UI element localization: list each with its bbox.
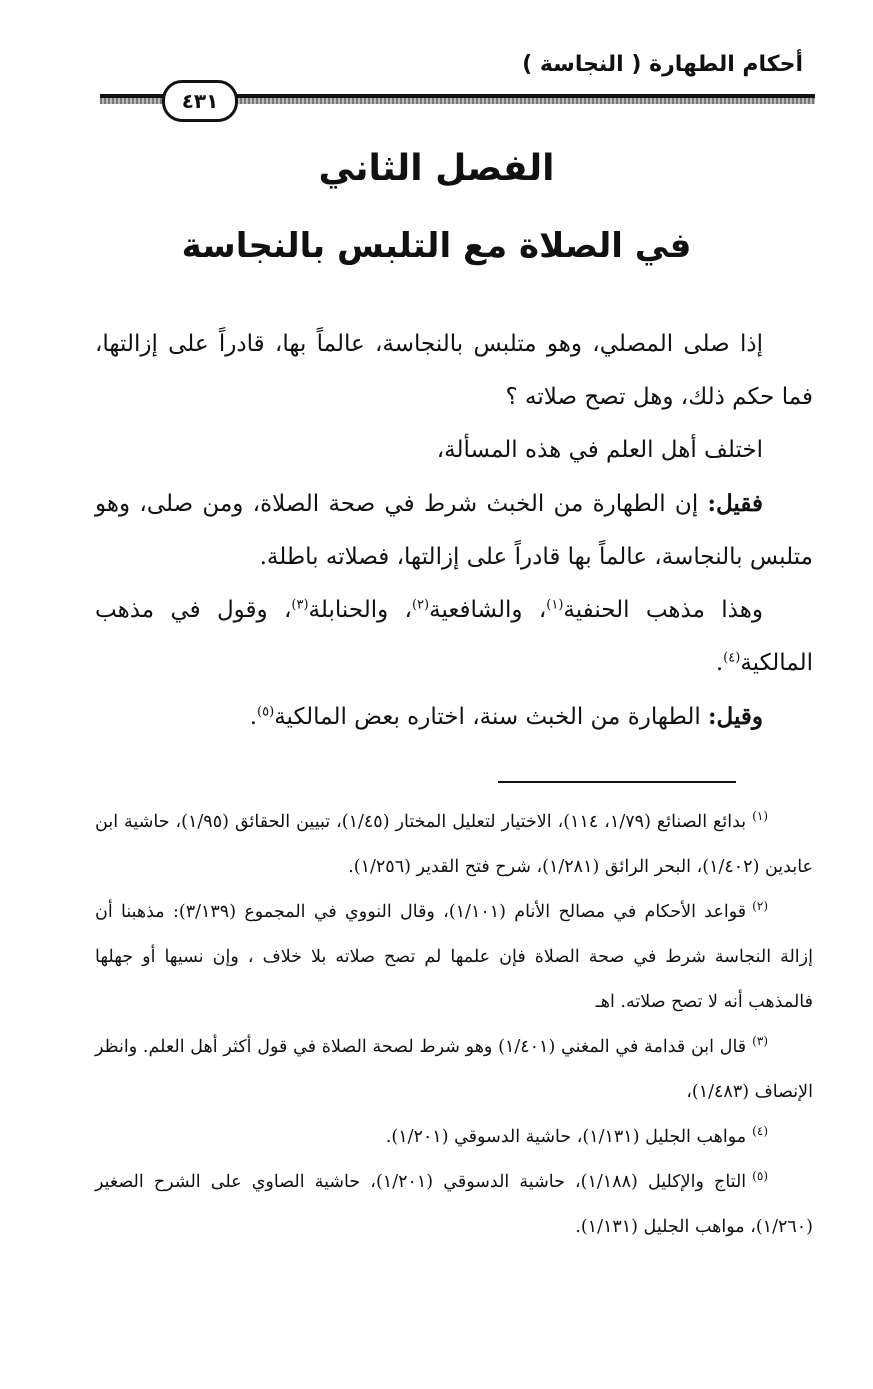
footnote-number: (٣) <box>752 1034 768 1049</box>
footnote-ref-1[interactable]: (١) <box>546 597 564 613</box>
paragraph-first-opinion <box>95 477 813 584</box>
second-opinion-text: الطهارة من الخبث سنة، اختاره بعض المالكية <box>274 704 709 730</box>
footnote-number: (٤) <box>752 1124 768 1139</box>
schools-text-3: ، والحنابلة <box>308 597 412 623</box>
schools-text-2: ، والشافعية <box>429 597 547 623</box>
second-opinion-lead: وقيل: <box>708 703 763 730</box>
footnote <box>95 1115 813 1160</box>
schools-text-1: وهذا مذهب الحنفية <box>563 597 763 623</box>
footnote-separator <box>498 781 736 783</box>
paragraph-question: إذا صلى المصلي، وهو متلبس بالنجاسة، عالماً بها، قادراً على إزالتها، فما حكم ذلك، وهل تصح صلاته ؟ <box>95 331 813 410</box>
footnote <box>95 800 813 890</box>
main-text <box>95 318 813 744</box>
page-number-badge <box>162 80 238 122</box>
first-opinion-text: إن الطهارة من الخبث شرط في صحة الصلاة، ومن صلى، وهو متلبس بالنجاسة، عالماً بها قادراً على إزالتها، فصلاته باطلة. <box>95 491 813 570</box>
footnote-text: قال ابن قدامة في المغني (١/٤٠١) وهو شرط لصحة الصلاة في قول أكثر أهل العلم. وانظر الإنصاف (١/٤٨٣)، <box>95 1037 813 1102</box>
paragraph-second-opinion <box>95 690 813 744</box>
footnote-text: بدائع الصنائع (١/٧٩، ١١٤)، الاختيار لتعليل المختار (١/٤٥)، تبيين الحقائق (١/٩٥)، حاشية ابن عابدين (١/٤٠٢)، البحر الرائق (١/٢٨١)، شرح فتح القدير (١/٢٥٦). <box>95 812 813 877</box>
second-opinion-end: . <box>249 704 258 730</box>
footnote-ref-5[interactable]: (٥) <box>257 704 275 720</box>
footnote <box>95 1160 813 1250</box>
running-header-title: أحكام الطهارة ( النجاسة ) <box>522 52 803 77</box>
section-title: في الصلاة مع التلبس بالنجاسة <box>181 226 692 266</box>
footnote-ref-2[interactable]: (٢) <box>411 597 430 613</box>
paragraph-disagreement: اختلف أهل العلم في هذه المسألة، <box>436 437 763 463</box>
first-opinion-lead: فقيل: <box>707 490 763 517</box>
footnote-number: (١) <box>752 809 768 824</box>
footnote-number: (٥) <box>752 1169 768 1184</box>
schools-text-4: ، وقول في مذهب المالكية <box>95 597 813 676</box>
page-number: ٤٣١ <box>181 89 219 113</box>
paragraph-schools <box>95 584 813 690</box>
footnote <box>95 1025 813 1115</box>
footnotes <box>95 800 813 1250</box>
footnote-number: (٢) <box>752 899 768 914</box>
chapter-title: الفصل الثاني <box>318 148 555 189</box>
footnote-text: مواهب الجليل (١/١٣١)، حاشية الدسوقي (١/٢٠١). <box>385 1127 747 1147</box>
footnote-text: قواعد الأحكام في مصالح الأنام (١/١٠١)، وقال النووي في المجموع (٣/١٣٩): مذهبنا أن إزالة النجاسة شرط في صحة الصلاة فإن علمها لم تصح صلاته بلا خلاف ، وإن نسيها أو جهلها فالمذهب أنه لا تصح صلاته. اهـ <box>95 902 813 1012</box>
footnote <box>95 890 813 1025</box>
schools-text-end: . <box>715 650 724 676</box>
footnote-ref-4[interactable]: (٤) <box>723 650 741 666</box>
footnote-text: التاج والإكليل (١/١٨٨)، حاشية الدسوقي (١/٢٠١)، حاشية الصاوي على الشرح الصغير (١/٢٦٠)، مواهب الجليل (١/١٣١). <box>95 1172 813 1237</box>
footnote-ref-3[interactable]: (٣) <box>291 597 309 613</box>
